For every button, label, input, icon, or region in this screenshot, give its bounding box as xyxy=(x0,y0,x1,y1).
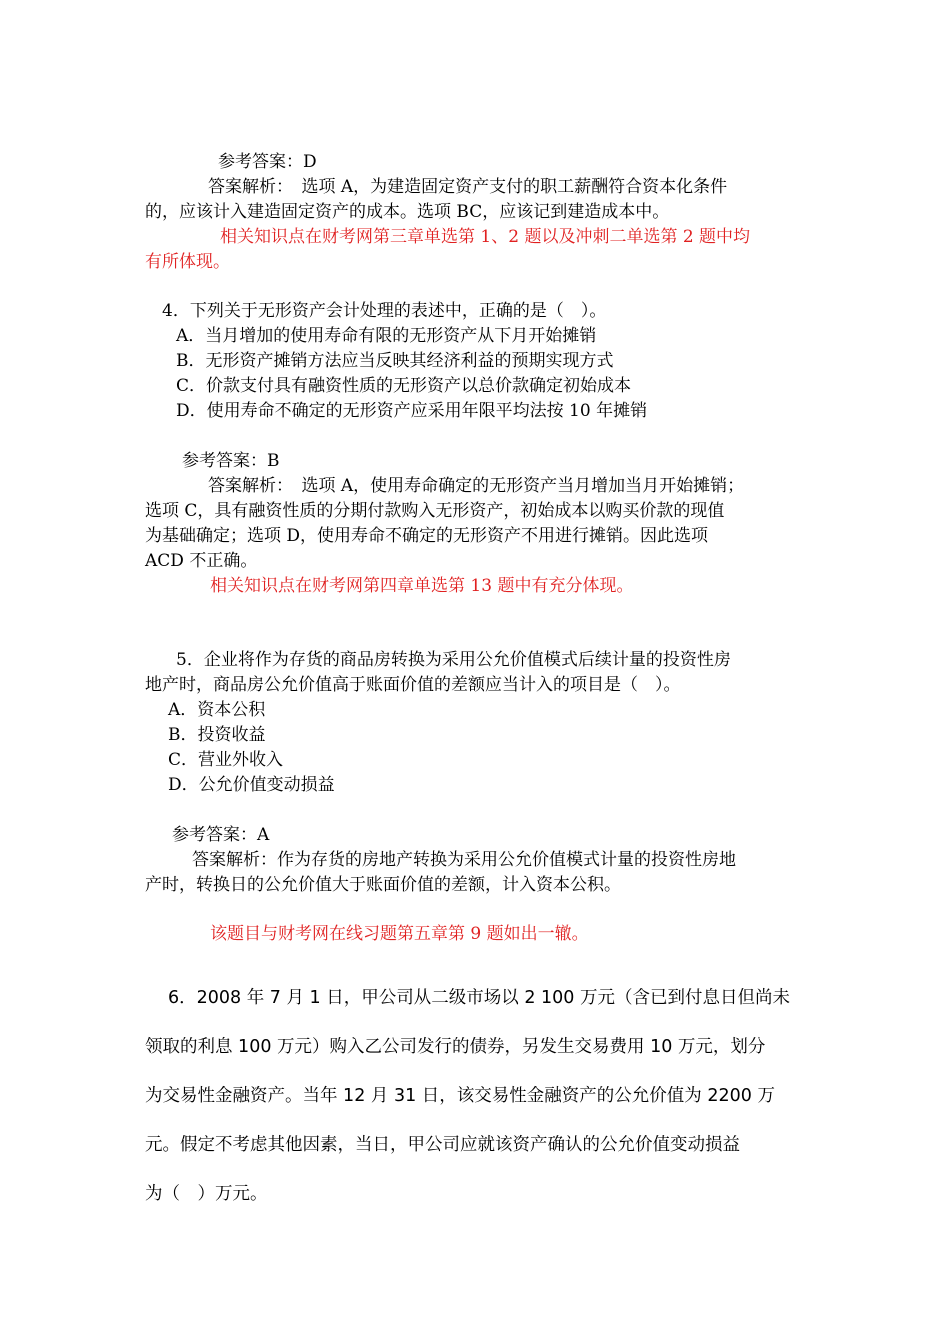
q4-answer: 参考答案：B xyxy=(182,451,280,471)
q3-analysis-line-2: 的，应该计入建造固定资产的成本。选项 BC，应该记到建造成本中。 xyxy=(145,202,670,222)
q4-question: 4．下列关于无形资产会计处理的表述中，正确的是（ ）。 xyxy=(162,301,607,321)
q3-note-line-2: 有所体现。 xyxy=(145,252,230,272)
q6-question-line-3: 为交易性金融资产。当年 12 月 31 日，该交易性金融资产的公允价值为 2200 万 xyxy=(145,1086,775,1106)
q5-option-b: B．投资收益 xyxy=(168,725,266,745)
q4-analysis-line-3: 为基础确定；选项 D，使用寿命不确定的无形资产不用进行摊销。因此选项 xyxy=(145,526,709,546)
q4-option-b: B．无形资产摊销方法应当反映其经济利益的预期实现方式 xyxy=(176,351,614,371)
q4-analysis-line-1: 答案解析： 选项 A，使用寿命确定的无形资产当月增加当月开始摊销； xyxy=(208,476,745,496)
q4-analysis-line-4: ACD 不正确。 xyxy=(145,551,258,571)
q5-option-c: C．营业外收入 xyxy=(168,750,284,770)
q6-question-line-2: 领取的利息 100 万元）购入乙公司发行的债券，另发生交易费用 10 万元，划分 xyxy=(145,1037,766,1057)
q4-option-a: A．当月增加的使用寿命有限的无形资产从下月开始摊销 xyxy=(176,326,597,346)
q4-note: 相关知识点在财考网第四章单选第 13 题中有充分体现。 xyxy=(210,576,634,596)
q4-analysis-line-2: 选项 C，具有融资性质的分期付款购入无形资产，初始成本以购买价款的现值 xyxy=(145,501,725,521)
q5-question-line-1: 5．企业将作为存货的商品房转换为采用公允价值模式后续计量的投资性房 xyxy=(176,650,731,670)
q3-analysis-line-1: 答案解析： 选项 A，为建造固定资产支付的职工薪酬符合资本化条件 xyxy=(208,177,728,197)
q6-question-line-1: 6．2008 年 7 月 1 日，甲公司从二级市场以 2 100 万元（含已到付息日但尚未 xyxy=(168,988,790,1008)
q5-answer: 参考答案：A xyxy=(172,825,270,845)
q3-note-line-1: 相关知识点在财考网第三章单选第 1、2 题以及冲刺二单选第 2 题中均 xyxy=(220,227,751,247)
q4-option-c: C．价款支付具有融资性质的无形资产以总价款确定初始成本 xyxy=(176,376,632,396)
q5-note: 该题目与财考网在线习题第五章第 9 题如出一辙。 xyxy=(210,924,589,944)
q5-analysis-line-1: 答案解析：作为存货的房地产转换为采用公允价值模式计量的投资性房地 xyxy=(192,850,736,870)
q4-option-d: D．使用寿命不确定的无形资产应采用年限平均法按 10 年摊销 xyxy=(176,401,648,421)
q5-option-d: D．公允价值变动损益 xyxy=(168,775,335,795)
q5-option-a: A．资本公积 xyxy=(168,700,266,720)
q5-analysis-line-2: 产时，转换日的公允价值大于账面价值的差额，计入资本公积。 xyxy=(145,875,621,895)
q6-question-line-4: 元。假定不考虑其他因素，当日，甲公司应就该资产确认的公允价值变动损益 xyxy=(145,1135,740,1155)
q5-question-line-2: 地产时，商品房公允价值高于账面价值的差额应当计入的项目是（ ）。 xyxy=(145,675,681,695)
q6-question-line-5: 为（ ）万元。 xyxy=(145,1184,268,1204)
q3-answer: 参考答案：D xyxy=(218,152,317,172)
